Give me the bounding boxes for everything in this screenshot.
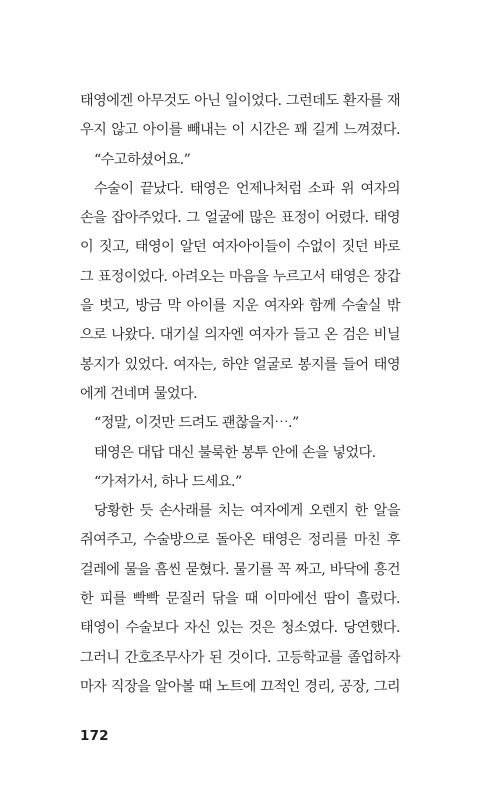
text-line: 걸레에 물을 흠씬 묻혔다. 물기를 꼭 짜고, 바닥에 흥건 [80,561,400,578]
text-line: 태영이 수술보다 자신 있는 것은 청소였다. 당연했다. [80,620,400,637]
text-line: 그러니 간호조무사가 된 것이다. 고등학교를 졸업하자 [80,649,400,666]
text-line: 을 벗고, 방금 막 아이를 지운 여자와 함께 수술실 밖 [80,298,400,315]
paragraph-start-line: 태영은 대답 대신 불룩한 봉투 안에 손을 넣었다. [94,444,376,461]
text-line: 태영에겐 아무것도 아닌 일이었다. 그런데도 환자를 재 [80,93,400,109]
text-line: 에게 건네며 물었다. [80,385,198,402]
text-line: 봉지가 있었다. 여자는, 하얀 얼굴로 봉지를 들어 태영 [80,356,400,373]
dialogue-line: “수고하셨어요.” [94,151,191,168]
body-text [80,87,400,702]
dialogue-line: “정말, 이것만 드려도 괜찮을지⋯.” [94,415,299,432]
text-line: 한 피를 빡빡 문질러 닦을 때 이마에선 땀이 흘렀다. [80,591,400,608]
text-line: 마자 직장을 알아볼 때 노트에 끄적인 경리, 공장, 그리 [80,678,400,695]
text-line: 그 표정이었다. 아려오는 마음을 누르고서 태영은 장갑 [80,268,400,285]
text-line: 쥐여주고, 수술방으로 돌아온 태영은 정리를 마친 후 [80,532,400,549]
text-line: 우지 않고 아이를 빼내는 이 시간은 꽤 길게 느껴졌다. [80,122,400,139]
text-line: 이 짓고, 태영이 알던 여자아이들이 수없이 짓던 바로 [80,239,400,256]
dialogue-line: “가져가서, 하나 드세요.” [94,473,242,490]
paragraph-start-line: 수술이 끝났다. 태영은 언제나처럼 소파 위 여자의 [94,180,400,197]
text-line: 으로 나왔다. 대기실 의자엔 여자가 들고 온 검은 비닐 [80,327,400,344]
page-number: 172 [80,728,109,744]
text-line: 손을 잡아주었다. 그 얼굴에 많은 표정이 어렸다. 태영 [80,210,400,227]
paragraph-start-line: 당황한 듯 손사래를 치는 여자에게 오렌지 한 알을 [94,503,400,520]
